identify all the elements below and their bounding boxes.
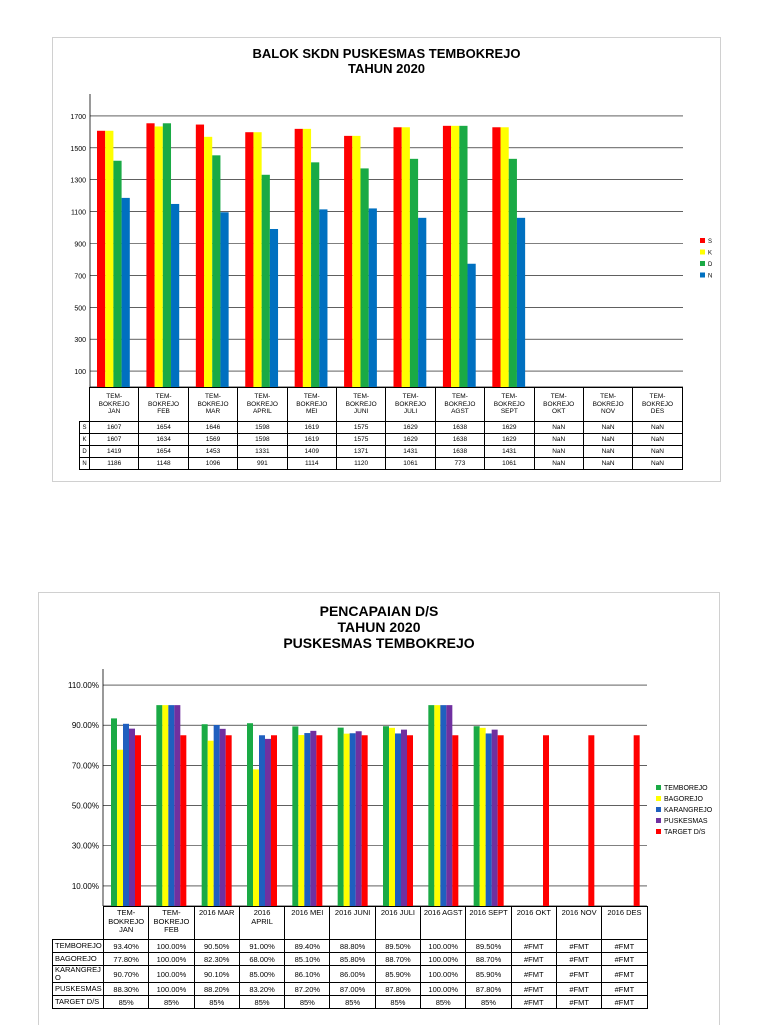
row-label: S bbox=[80, 422, 90, 434]
legend-swatch bbox=[700, 250, 705, 255]
y-tick-label: 500 bbox=[74, 305, 86, 313]
table-cell: 1186 bbox=[90, 458, 139, 470]
table-cell: 1431 bbox=[485, 446, 534, 458]
bar-s bbox=[97, 131, 105, 387]
bar-puskesmas bbox=[356, 731, 362, 906]
y-tick-label: 900 bbox=[74, 241, 86, 249]
y-tick-label: 100 bbox=[74, 369, 86, 377]
table-cell: NaN bbox=[583, 458, 632, 470]
bar-karangrejo bbox=[123, 724, 129, 906]
bar-d bbox=[113, 161, 121, 387]
bar-karangrejo bbox=[395, 733, 401, 906]
table-cell: NaN bbox=[534, 434, 583, 446]
y-tick-label: 300 bbox=[74, 337, 86, 345]
category-label: 2016 APRIL bbox=[239, 907, 284, 940]
table-cell: #FMT bbox=[511, 983, 556, 996]
table-cell: 100.00% bbox=[149, 953, 194, 966]
table-cell: NaN bbox=[583, 446, 632, 458]
table-cell: 1096 bbox=[188, 458, 237, 470]
table-cell: #FMT bbox=[556, 996, 601, 1009]
category-label: 2016 MAR bbox=[194, 907, 239, 940]
bar-karangrejo bbox=[440, 705, 446, 906]
category-label: TEM- BOKREJO MEI bbox=[287, 388, 336, 422]
legend-label: S bbox=[708, 239, 713, 245]
table-cell: 100.00% bbox=[149, 940, 194, 953]
table-cell: 87.20% bbox=[285, 983, 330, 996]
legend-swatch bbox=[700, 238, 705, 243]
table-header-row bbox=[53, 907, 648, 940]
bar-d bbox=[262, 175, 270, 387]
table-cell: 1114 bbox=[287, 458, 336, 470]
bar-temborejo bbox=[111, 718, 117, 906]
table-cell: #FMT bbox=[602, 983, 647, 996]
bar-k bbox=[155, 126, 163, 387]
bar-s bbox=[245, 132, 253, 387]
bar-n bbox=[270, 229, 278, 387]
table-cell: 85% bbox=[330, 996, 375, 1009]
table-corner bbox=[53, 907, 104, 940]
table-cell: 1634 bbox=[139, 434, 188, 446]
table-cell: 1607 bbox=[90, 422, 139, 434]
bar-karangrejo bbox=[259, 735, 265, 906]
category-label: 2016 JULI bbox=[375, 907, 420, 940]
chart2-title-line3: PUSKESMAS TEMBOKREJO bbox=[283, 635, 475, 651]
bar-target-d-s bbox=[316, 735, 322, 906]
category-label: 2016 NOV bbox=[556, 907, 601, 940]
bar-k bbox=[303, 129, 311, 387]
bar-temborejo bbox=[383, 726, 389, 906]
table-cell: 89.50% bbox=[375, 940, 420, 953]
table-row bbox=[53, 940, 648, 953]
bar-karangrejo bbox=[486, 733, 492, 906]
bar-target-d-s bbox=[634, 735, 640, 906]
legend-swatch bbox=[656, 785, 661, 790]
table-cell: NaN bbox=[633, 434, 682, 446]
y-tick-label: 1500 bbox=[70, 145, 86, 153]
bar-s bbox=[394, 127, 402, 387]
table-cell: #FMT bbox=[511, 966, 556, 983]
category-label: TEM- BOKREJO DES bbox=[633, 388, 682, 422]
bar-target-d-s bbox=[362, 735, 368, 906]
table-cell: 1598 bbox=[238, 434, 287, 446]
table-cell: NaN bbox=[583, 422, 632, 434]
bar-bagorejo bbox=[298, 735, 304, 906]
bar-puskesmas bbox=[492, 730, 498, 906]
category-label: 2016 AGST bbox=[421, 907, 466, 940]
table-cell: 88.70% bbox=[466, 953, 511, 966]
bar-target-d-s bbox=[180, 735, 186, 906]
bar-bagorejo bbox=[162, 705, 168, 906]
table-cell: 100.00% bbox=[421, 953, 466, 966]
table-cell: #FMT bbox=[602, 966, 647, 983]
table-cell: 85% bbox=[104, 996, 149, 1009]
legend-label: N bbox=[708, 273, 713, 280]
bar-n bbox=[171, 204, 179, 387]
table-cell: #FMT bbox=[511, 996, 556, 1009]
table-cell: 93.40% bbox=[104, 940, 149, 953]
legend-swatch bbox=[656, 829, 661, 834]
table-cell: 85% bbox=[375, 996, 420, 1009]
table-cell: 88.20% bbox=[194, 983, 239, 996]
table-cell: 90.10% bbox=[194, 966, 239, 983]
y-tick-label: 30.00% bbox=[71, 841, 99, 851]
table-cell: 1619 bbox=[287, 434, 336, 446]
table-cell: 100.00% bbox=[149, 983, 194, 996]
y-tick-label: 110.00% bbox=[68, 681, 99, 691]
table-cell: NaN bbox=[534, 446, 583, 458]
category-label: TEM- BOKREJO FEB bbox=[149, 907, 194, 940]
bar-s bbox=[146, 123, 154, 387]
bar-n bbox=[220, 212, 228, 387]
table-cell: 100.00% bbox=[421, 966, 466, 983]
table-cell: 90.70% bbox=[104, 966, 149, 983]
bar-k bbox=[352, 136, 360, 387]
bar-puskesmas bbox=[220, 729, 226, 906]
category-label: TEM- BOKREJO MAR bbox=[188, 388, 237, 422]
row-label: K bbox=[80, 434, 90, 446]
bar-s bbox=[492, 127, 500, 387]
ds-chart-panel bbox=[38, 592, 720, 1025]
bar-k bbox=[402, 127, 410, 387]
table-cell: 1629 bbox=[386, 434, 435, 446]
table-cell: 88.80% bbox=[330, 940, 375, 953]
table-cell: #FMT bbox=[511, 940, 556, 953]
table-cell: 1638 bbox=[435, 446, 484, 458]
table-cell: 1646 bbox=[188, 422, 237, 434]
row-label: BAGOREJO bbox=[53, 953, 104, 966]
table-cell: 1409 bbox=[287, 446, 336, 458]
y-tick-label: 700 bbox=[74, 273, 86, 281]
bar-temborejo bbox=[428, 705, 434, 906]
table-cell: NaN bbox=[633, 446, 682, 458]
bar-d bbox=[311, 162, 319, 387]
legend-label: PUSKESMAS bbox=[664, 818, 708, 825]
category-label: TEM- BOKREJO AGST bbox=[435, 388, 484, 422]
table-cell: 100.00% bbox=[421, 940, 466, 953]
bar-target-d-s bbox=[543, 735, 549, 906]
bar-bagorejo bbox=[434, 705, 440, 906]
table-cell: 85% bbox=[149, 996, 194, 1009]
table-cell: #FMT bbox=[602, 996, 647, 1009]
table-cell: 85.10% bbox=[285, 953, 330, 966]
table-cell: 1061 bbox=[485, 458, 534, 470]
table-cell: #FMT bbox=[556, 983, 601, 996]
bar-d bbox=[163, 123, 171, 387]
table-row bbox=[53, 996, 648, 1009]
table-cell: #FMT bbox=[602, 940, 647, 953]
row-label: D bbox=[80, 446, 90, 458]
legend-swatch bbox=[700, 273, 705, 278]
table-cell: 100.00% bbox=[149, 966, 194, 983]
bar-target-d-s bbox=[271, 735, 277, 906]
bar-puskesmas bbox=[265, 739, 271, 906]
y-tick-label: 1700 bbox=[70, 113, 86, 121]
table-cell: 1598 bbox=[238, 422, 287, 434]
table-cell: 1453 bbox=[188, 446, 237, 458]
row-label: KARANGREJ O bbox=[53, 966, 104, 983]
table-row bbox=[80, 434, 683, 446]
table-cell: 88.30% bbox=[104, 983, 149, 996]
category-label: TEM- BOKREJO JAN bbox=[90, 388, 139, 422]
table-cell: NaN bbox=[534, 458, 583, 470]
bar-karangrejo bbox=[350, 733, 356, 906]
category-label: TEM- BOKREJO JULI bbox=[386, 388, 435, 422]
category-label: 2016 OKT bbox=[511, 907, 556, 940]
table-cell: NaN bbox=[583, 434, 632, 446]
legend-swatch bbox=[656, 796, 661, 801]
table-cell: 90.50% bbox=[194, 940, 239, 953]
bar-bagorejo bbox=[480, 728, 486, 906]
table-cell: 85.90% bbox=[466, 966, 511, 983]
table-cell: 1629 bbox=[386, 422, 435, 434]
table-corner bbox=[80, 388, 90, 422]
table-cell: 91.00% bbox=[239, 940, 284, 953]
bar-puskesmas bbox=[401, 730, 407, 906]
table-cell: 77.80% bbox=[104, 953, 149, 966]
table-row bbox=[53, 966, 648, 983]
table-cell: 1638 bbox=[435, 422, 484, 434]
table-cell: 85.00% bbox=[239, 966, 284, 983]
bar-k bbox=[501, 127, 509, 387]
table-cell: 85.90% bbox=[375, 966, 420, 983]
table-cell: 87.00% bbox=[330, 983, 375, 996]
bar-temborejo bbox=[338, 728, 344, 906]
bar-puskesmas bbox=[129, 729, 135, 906]
table-cell: 773 bbox=[435, 458, 484, 470]
table-cell: NaN bbox=[633, 458, 682, 470]
table-cell: 85% bbox=[194, 996, 239, 1009]
table-row bbox=[53, 953, 648, 966]
bar-target-d-s bbox=[498, 735, 504, 906]
bar-d bbox=[410, 159, 418, 387]
table-cell: 1371 bbox=[336, 446, 385, 458]
bar-puskesmas bbox=[310, 731, 316, 906]
table-cell: NaN bbox=[633, 422, 682, 434]
category-label: TEM- BOKREJO FEB bbox=[139, 388, 188, 422]
table-cell: 1629 bbox=[485, 422, 534, 434]
bar-s bbox=[443, 126, 451, 387]
chart1-title-line2: TAHUN 2020 bbox=[347, 61, 426, 76]
table-cell: #FMT bbox=[556, 953, 601, 966]
skdn-data-table bbox=[79, 387, 683, 470]
bar-bagorejo bbox=[253, 769, 259, 906]
table-cell: 1619 bbox=[287, 422, 336, 434]
chart1-title-line1: BALOK SKDN PUSKESMAS TEMBOKREJO bbox=[252, 46, 521, 61]
row-label: TARGET D/S bbox=[53, 996, 104, 1009]
table-cell: 1654 bbox=[139, 446, 188, 458]
bar-temborejo bbox=[474, 726, 480, 906]
legend-label: TEMBOREJO bbox=[664, 785, 708, 792]
bar-d bbox=[509, 159, 517, 387]
table-cell: 1331 bbox=[238, 446, 287, 458]
bar-n bbox=[369, 208, 377, 387]
table-cell: #FMT bbox=[511, 953, 556, 966]
bar-temborejo bbox=[202, 724, 208, 906]
legend-label: KARANGREJO bbox=[664, 807, 713, 814]
table-cell: 1148 bbox=[139, 458, 188, 470]
table-cell: 1575 bbox=[336, 422, 385, 434]
bar-puskesmas bbox=[446, 705, 452, 906]
legend-label: TARGET D/S bbox=[664, 829, 706, 836]
table-cell: 87.80% bbox=[466, 983, 511, 996]
table-cell: #FMT bbox=[602, 953, 647, 966]
category-label: 2016 MEI bbox=[285, 907, 330, 940]
ds-data-table bbox=[52, 906, 648, 1009]
category-label: TEM- BOKREJO APRIL bbox=[238, 388, 287, 422]
bar-n bbox=[517, 218, 525, 387]
bar-temborejo bbox=[156, 705, 162, 906]
table-cell: 88.70% bbox=[375, 953, 420, 966]
bar-karangrejo bbox=[304, 733, 310, 906]
bar-target-d-s bbox=[452, 735, 458, 906]
bar-s bbox=[196, 125, 204, 387]
bar-karangrejo bbox=[168, 705, 174, 906]
table-cell: 68.00% bbox=[239, 953, 284, 966]
bar-k bbox=[105, 131, 113, 387]
bar-target-d-s bbox=[588, 735, 594, 906]
y-tick-label: 70.00% bbox=[71, 761, 99, 771]
legend-swatch bbox=[656, 818, 661, 823]
legend-label: K bbox=[708, 250, 713, 257]
table-cell: 1607 bbox=[90, 434, 139, 446]
chart2-title-line2: TAHUN 2020 bbox=[337, 619, 421, 635]
category-label: 2016 DES bbox=[602, 907, 647, 940]
bar-temborejo bbox=[247, 723, 253, 906]
bar-d bbox=[212, 155, 220, 387]
bar-n bbox=[319, 209, 327, 387]
table-row bbox=[53, 983, 648, 996]
bar-k bbox=[451, 126, 459, 387]
legend-swatch bbox=[656, 807, 661, 812]
table-row bbox=[80, 422, 683, 434]
bar-temborejo bbox=[292, 726, 298, 906]
table-cell: 82.30% bbox=[194, 953, 239, 966]
table-cell: 100.00% bbox=[421, 983, 466, 996]
legend-label: BAGOREJO bbox=[664, 796, 703, 803]
category-label: 2016 JUNI bbox=[330, 907, 375, 940]
category-label: TEM- BOKREJO SEPT bbox=[485, 388, 534, 422]
row-label: TEMBOREJO bbox=[53, 940, 104, 953]
chart2-title-line1: PENCAPAIAN D/S bbox=[319, 603, 439, 619]
table-cell: 1575 bbox=[336, 434, 385, 446]
table-cell: 85% bbox=[285, 996, 330, 1009]
bar-s bbox=[344, 136, 352, 387]
y-tick-label: 90.00% bbox=[71, 721, 99, 731]
bar-target-d-s bbox=[226, 735, 232, 906]
table-header-row bbox=[80, 388, 683, 422]
y-tick-label: 50.00% bbox=[71, 801, 99, 811]
table-cell: 1431 bbox=[386, 446, 435, 458]
table-cell: #FMT bbox=[556, 940, 601, 953]
bar-k bbox=[253, 132, 261, 387]
y-tick-label: 1300 bbox=[70, 177, 86, 185]
category-label: TEM- BOKREJO JAN bbox=[104, 907, 149, 940]
bar-bagorejo bbox=[344, 734, 350, 906]
bar-s bbox=[295, 129, 303, 387]
bar-n bbox=[418, 218, 426, 387]
bar-bagorejo bbox=[208, 741, 214, 906]
table-row bbox=[80, 446, 683, 458]
skdn-chart-panel bbox=[52, 37, 721, 482]
legend-swatch bbox=[700, 261, 705, 266]
category-label: TEM- BOKREJO NOV bbox=[583, 388, 632, 422]
table-cell: 1569 bbox=[188, 434, 237, 446]
table-cell: 1419 bbox=[90, 446, 139, 458]
bar-bagorejo bbox=[117, 750, 123, 906]
table-cell: 85% bbox=[421, 996, 466, 1009]
table-cell: 89.50% bbox=[466, 940, 511, 953]
table-cell: 991 bbox=[238, 458, 287, 470]
bar-n bbox=[122, 198, 130, 387]
y-tick-label: 10.00% bbox=[71, 881, 99, 891]
table-cell: 86.00% bbox=[330, 966, 375, 983]
table-cell: 1120 bbox=[336, 458, 385, 470]
row-label: N bbox=[80, 458, 90, 470]
table-cell: 85.80% bbox=[330, 953, 375, 966]
category-label: 2016 SEPT bbox=[466, 907, 511, 940]
table-cell: 86.10% bbox=[285, 966, 330, 983]
table-cell: #FMT bbox=[556, 966, 601, 983]
table-cell: 1061 bbox=[386, 458, 435, 470]
table-cell: NaN bbox=[534, 422, 583, 434]
bar-target-d-s bbox=[407, 735, 413, 906]
legend-label: D bbox=[708, 262, 713, 268]
category-label: TEM- BOKREJO OKT bbox=[534, 388, 583, 422]
table-cell: 87.80% bbox=[375, 983, 420, 996]
bar-target-d-s bbox=[135, 735, 141, 906]
bar-karangrejo bbox=[214, 725, 220, 906]
bar-n bbox=[468, 264, 476, 387]
bar-k bbox=[204, 137, 212, 387]
bar-d bbox=[459, 126, 467, 387]
table-row bbox=[80, 458, 683, 470]
y-tick-label: 1100 bbox=[70, 209, 86, 217]
table-cell: 1638 bbox=[435, 434, 484, 446]
bar-d bbox=[360, 168, 368, 387]
row-label: PUSKESMAS bbox=[53, 983, 104, 996]
table-cell: 1654 bbox=[139, 422, 188, 434]
bar-bagorejo bbox=[389, 728, 395, 906]
bar-puskesmas bbox=[174, 705, 180, 906]
table-cell: 85% bbox=[239, 996, 284, 1009]
table-cell: 89.40% bbox=[285, 940, 330, 953]
table-cell: 1629 bbox=[485, 434, 534, 446]
category-label: TEM- BOKREJO JUNI bbox=[336, 388, 385, 422]
table-cell: 85% bbox=[466, 996, 511, 1009]
table-cell: 83.20% bbox=[239, 983, 284, 996]
